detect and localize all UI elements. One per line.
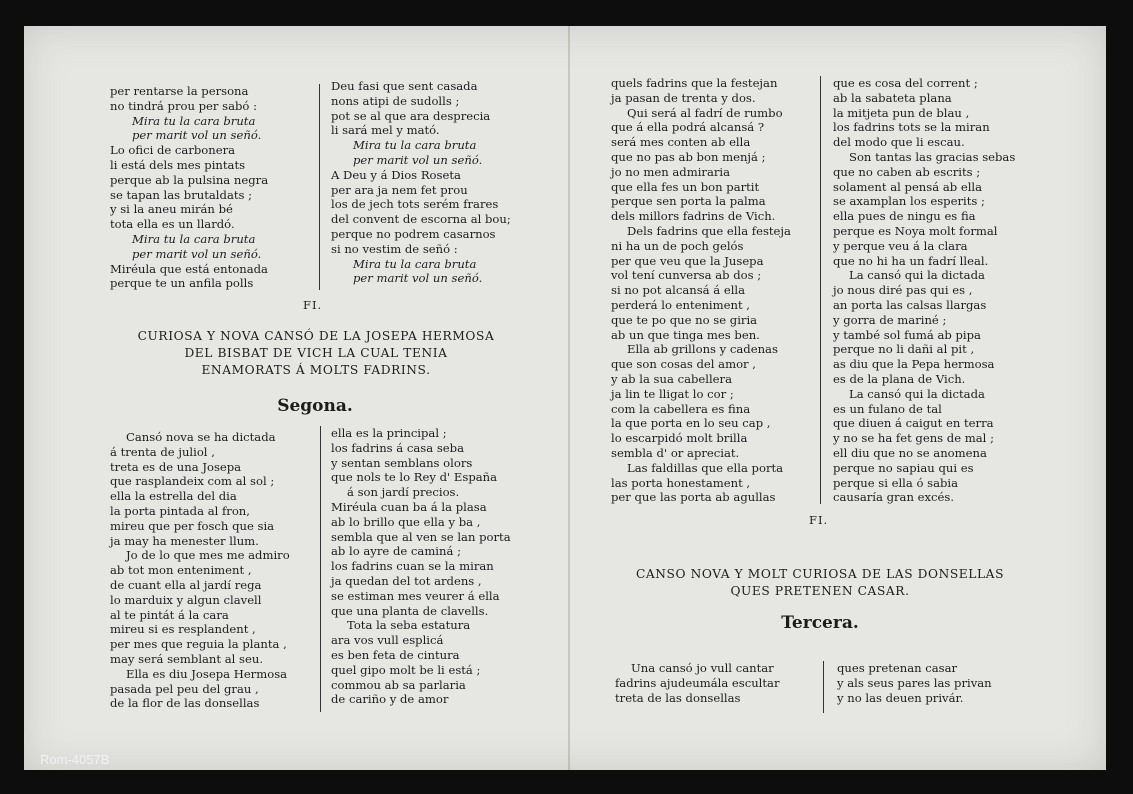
verse-line: Dels fadrins que ella festeja: [627, 223, 791, 238]
verse-line: Mira tu la cara bruta: [353, 256, 477, 271]
verse-line: de la flor de las donsellas: [110, 696, 260, 711]
verse-line: que son cosas del amor ,: [611, 357, 756, 372]
verse-line: de cariño y de amor: [331, 692, 449, 707]
verse-line: pot se al que ara desprecia: [331, 108, 491, 123]
right-top-column-2: [833, 76, 1015, 505]
verse-line: Qui será al fadrí de rumbo: [627, 105, 783, 120]
verse-line: que no pas ab bon menjá ;: [611, 149, 766, 164]
verse-line: y ab la sua cabellera: [611, 371, 732, 386]
verse-line: per que las porta ab agullas: [611, 490, 776, 505]
verse-line: perque no li dañi al pit ,: [833, 342, 975, 357]
verse-line: treta es de una Josepa: [110, 459, 242, 474]
verse-line: per marit vol un señó.: [132, 246, 262, 261]
verse-line: las porta honestament ,: [611, 475, 751, 490]
verse-line: ab un que tinga mes ben.: [611, 327, 760, 342]
verse-line: Una cansó jo vull cantar: [631, 661, 774, 675]
left-top-column-1: [110, 84, 268, 291]
verse-line: dels millors fadrins de Vich.: [611, 209, 776, 224]
verse-line: nons atipi de sudolls ;: [331, 93, 460, 108]
verse-line: si no pot alcansá á ella: [611, 283, 746, 298]
verse-line: QUES PRETENEN CASAR.: [730, 584, 910, 598]
verse-line: per que veu que la Jusepa: [611, 253, 764, 268]
third-song-title: [628, 566, 1012, 600]
verse-line: fadrins ajudeumála escultar: [615, 675, 780, 690]
verse-line: sembla que al ven se lan porta: [331, 529, 511, 544]
verse-line: commou ab sa parlaria: [331, 677, 466, 692]
verse-line: que nols te lo Rey d' España: [331, 470, 498, 485]
verse-line: ja may ha menester llum.: [110, 533, 259, 548]
verse-line: perque no podrem casarnos: [331, 226, 496, 241]
verse-line: perque es Noya molt formal: [833, 223, 998, 238]
verse-line: ni ha un de poch gelós: [611, 238, 744, 253]
verse-line: y sentan semblans olors: [331, 455, 473, 470]
right-bottom-column-2: [837, 661, 992, 705]
verse-line: Miréula cuan ba á la plasa: [331, 499, 487, 514]
verse-line: que es cosa del corrent ;: [833, 76, 978, 90]
verse-line: Ella es diu Josepa Hermosa: [126, 666, 288, 681]
column-divider: [320, 426, 321, 712]
verse-line: DEL BISBAT DE VICH LA CUAL TENIA: [184, 346, 448, 360]
verse-line: jo no men admiraria: [611, 164, 731, 179]
verse-line: ques pretenan casar: [837, 661, 958, 675]
verse-line: á trenta de juliol ,: [110, 444, 215, 459]
verse-line: ella pues de ningu es fia: [833, 209, 976, 224]
verse-line: y si la aneu mirán bé: [110, 202, 233, 217]
verse-line: perque te un anfila polls: [110, 276, 254, 291]
verse-line: Cansó nova se ha dictada: [126, 430, 276, 444]
verse-line: al te pintát á la cara: [110, 607, 229, 622]
verse-line: per ara ja nem fet prou: [331, 182, 468, 197]
verse-line: que rasplandeix com al sol ;: [110, 474, 275, 489]
verse-line: no tindrá prou per sabó :: [110, 98, 257, 113]
verse-line: ja lin te lligat lo cor ;: [611, 386, 734, 401]
verse-line: de cuant ella al jardí rega: [110, 577, 262, 592]
left-top-column-2: [331, 79, 511, 286]
verse-line: que ella fes un bon partit: [611, 179, 760, 194]
fi-mark-left: FI.: [303, 298, 323, 312]
part-label-segona: Segona.: [277, 396, 353, 416]
verse-line: per marit vol un señó.: [353, 271, 483, 286]
verse-line: se axamplan los esperits ;: [833, 194, 985, 209]
verse-line: Son tantas las gracias sebas: [849, 149, 1016, 164]
verse-line: si no vestim de señó :: [331, 241, 458, 256]
verse-line: vol tení cunversa ab dos ;: [611, 268, 762, 283]
verse-line: ella la estrella del dia: [110, 489, 237, 504]
column-divider: [820, 76, 821, 504]
verse-line: ja pasan de trenta y dos.: [611, 90, 756, 105]
verse-line: causaría gran excés.: [833, 490, 954, 505]
verse-line: treta de las donsellas: [615, 690, 741, 705]
verse-line: perderá lo enteniment ,: [611, 297, 750, 312]
part-label-tercera: Tercera.: [781, 613, 859, 633]
left-bottom-column-1: [110, 430, 290, 711]
verse-line: es ben feta de cintura: [331, 647, 460, 662]
verse-line: se estiman mes veurer á ella: [331, 588, 500, 603]
left-bottom-column-2: [331, 426, 511, 707]
verse-line: Miréula que está entonada: [110, 261, 268, 276]
verse-line: CURIOSA Y NOVA CANSÓ DE LA JOSEPA HERMOSA: [137, 329, 495, 343]
verse-line: perque no sapiau qui es: [833, 460, 974, 475]
verse-line: que no hi ha un fadrí lleal.: [833, 253, 989, 268]
verse-line: per rentarse la persona: [110, 84, 249, 98]
verse-line: es de la plana de Vich.: [833, 371, 966, 386]
center-fold: [568, 26, 570, 770]
verse-line: lo escarpidó molt brilla: [611, 431, 748, 446]
verse-line: Ella ab grillons y cadenas: [627, 342, 778, 357]
verse-line: mireu si es resplandent ,: [110, 622, 256, 637]
verse-line: perque ab la pulsina negra: [110, 172, 269, 187]
verse-line: y no se ha fet gens de mal ;: [833, 431, 994, 446]
verse-line: es un fulano de tal: [833, 401, 942, 416]
verse-line: y gorra de mariné ;: [833, 312, 947, 327]
verse-line: tota ella es un llardó.: [110, 217, 235, 232]
right-bottom-column-1: [615, 661, 780, 705]
verse-line: sembla d' or apreciat.: [611, 445, 740, 460]
verse-line: del convent de escorna al bou;: [331, 212, 511, 227]
verse-line: ENAMORATS Á MOLTS FADRINS.: [201, 363, 431, 377]
verse-line: los fadrins cuan se la miran: [331, 559, 494, 574]
verse-line: será mes conten ab ella: [611, 135, 751, 150]
column-divider: [823, 661, 824, 713]
verse-line: los fadrins tots se la miran: [833, 120, 990, 135]
verse-line: que una planta de clavells.: [331, 603, 489, 618]
verse-line: la mitjeta pun de blau ,: [833, 105, 970, 120]
verse-line: y perque veu á la clara: [833, 238, 968, 253]
verse-line: ab lo brillo que ella y ba ,: [331, 514, 481, 529]
verse-line: que diuen á caigut en terra: [833, 416, 994, 431]
right-top-column-1: [611, 76, 791, 505]
verse-line: com la cabellera es fina: [611, 401, 751, 416]
verse-line: ella es la principal ;: [331, 426, 447, 440]
verse-line: as diu que la Pepa hermosa: [833, 357, 995, 372]
verse-line: may será semblant al seu.: [110, 651, 264, 666]
verse-line: quel gipo molt be li está ;: [331, 662, 481, 677]
verse-line: A Deu y á Dios Roseta: [331, 167, 461, 182]
verse-line: La cansó qui la dictada: [849, 268, 985, 283]
verse-line: an porta las calsas llargas: [833, 297, 987, 312]
verse-line: y als seus pares las privan: [837, 675, 992, 690]
verse-line: jo nous diré pas qui es ,: [833, 283, 973, 298]
verse-line: perque sen porta la palma: [611, 194, 766, 209]
verse-line: que á ella podrá alcansá ?: [611, 120, 765, 135]
verse-line: y no las deuen privár.: [837, 690, 964, 705]
verse-line: y també sol fumá ab pipa: [833, 327, 981, 342]
fi-mark-right: FI.: [809, 513, 829, 527]
verse-line: per marit vol un señó.: [132, 128, 262, 143]
verse-line: á son jardí precios.: [347, 485, 460, 500]
verse-line: Lo ofici de carbonera: [110, 143, 236, 158]
verse-line: solament al pensá ab ella: [833, 179, 983, 194]
verse-line: li está dels mes pintats: [110, 157, 246, 172]
column-divider: [319, 84, 320, 290]
second-song-title: [120, 328, 512, 379]
verse-line: Mira tu la cara bruta: [132, 231, 256, 246]
verse-line: ab tot mon enteniment ,: [110, 563, 252, 578]
verse-line: se tapan las brutaldats ;: [110, 187, 253, 202]
verse-line: Jo de lo que mes me admiro: [126, 548, 290, 563]
verse-line: mireu que per fosch que sia: [110, 518, 275, 533]
verse-line: quels fadrins que la festejan: [611, 76, 778, 90]
verse-line: que no caben ab escrits ;: [833, 164, 981, 179]
verse-line: Las faldillas que ella porta: [627, 460, 784, 475]
verse-line: ja quedan del tot ardens ,: [331, 573, 482, 588]
verse-line: Tota la seba estatura: [347, 618, 471, 633]
verse-line: ab lo ayre de caminá ;: [331, 544, 461, 559]
verse-line: li sará mel y mató.: [331, 123, 440, 138]
verse-line: per mes que reguia la planta ,: [110, 637, 287, 652]
verse-line: ab la sabateta plana: [833, 90, 952, 105]
verse-line: la que porta en lo seu cap ,: [611, 416, 771, 431]
verse-line: la porta pintada al fron,: [110, 503, 250, 518]
verse-line: del modo que li escau.: [833, 135, 965, 150]
archive-shelfmark: Rom-4057B: [40, 752, 110, 767]
verse-line: los fadrins á casa seba: [331, 440, 464, 455]
verse-line: Mira tu la cara bruta: [132, 113, 256, 128]
verse-line: Deu fasi que sent casada: [331, 79, 478, 93]
verse-line: los de jech tots serém frares: [331, 197, 499, 212]
verse-line: perque si ella ó sabia: [833, 475, 959, 490]
verse-line: CANSO NOVA Y MOLT CURIOSA DE LAS DONSELLAS: [635, 567, 1005, 581]
verse-line: pasada pel peu del grau ,: [110, 681, 259, 696]
verse-line: lo marduix y algun clavell: [110, 592, 262, 607]
verse-line: ara vos vull esplicá: [331, 633, 444, 648]
verse-line: La cansó qui la dictada: [849, 386, 985, 401]
verse-line: que te po que no se giria: [611, 312, 758, 327]
verse-line: Mira tu la cara bruta: [353, 138, 477, 153]
verse-line: per marit vol un señó.: [353, 152, 483, 167]
verse-line: ell diu que no se anomena: [833, 445, 987, 460]
